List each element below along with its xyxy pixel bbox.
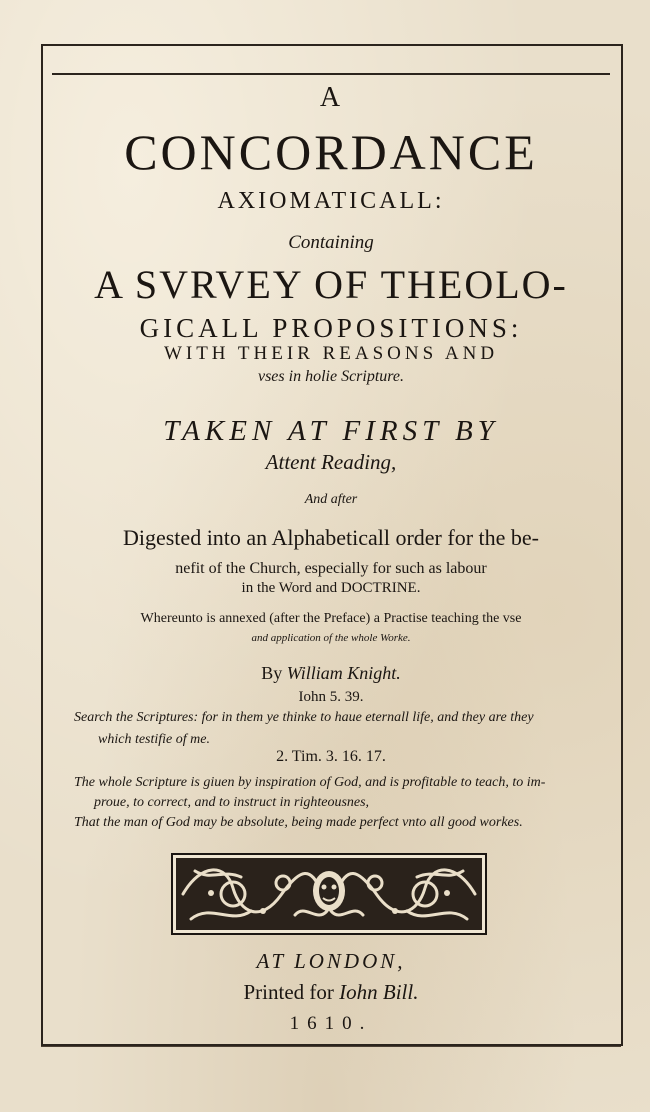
text-and-after: And after	[304, 492, 358, 507]
imprint-printer-name: Iohn Bill.	[339, 980, 419, 1004]
title-letter-a: A	[319, 82, 343, 113]
title-propositions: GICALL PROPOSITIONS:	[139, 313, 523, 343]
scripture-ref-john: Iohn 5. 39.	[298, 689, 364, 705]
scripture-quote-whole-line-2: proue, to correct, and to instruct in righteousnes,	[94, 795, 370, 810]
top-inner-rule	[52, 73, 610, 75]
imprint-at-london: AT LONDON,	[256, 949, 406, 973]
text-digested-line-2: nefit of the Church, especially for such as labour	[175, 560, 487, 577]
subtitle-vses: vses in holie Scripture.	[257, 368, 405, 385]
text-whereunto-line-1: Whereunto is annexed (after the Preface) a Practise teaching the vse	[140, 611, 522, 626]
text-whereunto-line-2: and application of the whole Worke.	[251, 632, 411, 644]
author-by: By	[261, 663, 283, 683]
title-survey: A SVRVEY OF THEOLO-	[94, 262, 568, 307]
bottom-rule	[41, 1046, 621, 1047]
title-axiomaticall: AXIOMATICALL:	[217, 188, 445, 214]
title-concordance: CONCORDANCE	[124, 124, 538, 180]
scripture-ref-timothy: 2. Tim. 3. 16. 17.	[276, 748, 386, 765]
heading-taken-at-first: TAKEN AT FIRST BY	[163, 415, 499, 447]
text-digested-line-1: Digested into an Alphabeticall order for the be-	[122, 525, 540, 550]
author-line	[44, 664, 618, 682]
scripture-quote-whole-line-1: The whole Scripture is giuen by inspiration of God, and is profitable to teach, to im-	[74, 775, 546, 790]
scripture-quote-whole-line-3: That the man of God may be absolute, being made perfect vnto all good workes.	[74, 815, 523, 830]
scripture-quote-search-line-2: which testifie of me.	[98, 732, 210, 747]
text-digested-line-3: in the Word and DOCTRINE.	[241, 580, 421, 596]
subtitle-containing: Containing	[288, 232, 374, 253]
title-with-their-reasons: WITH THEIR REASONS AND	[163, 343, 499, 364]
floral-printers-ornament-icon	[171, 853, 487, 935]
scripture-quote-search-line-1: Search the Scriptures: for in them ye thinke to haue eternall life, and they are they	[74, 710, 534, 725]
heading-attent-reading: Attent Reading,	[265, 450, 397, 474]
imprint-year: 1610.	[289, 1013, 373, 1034]
imprint-printer-line	[44, 982, 618, 1003]
imprint-printed-for: Printed for	[243, 980, 334, 1004]
author-name: William Knight.	[286, 663, 401, 683]
